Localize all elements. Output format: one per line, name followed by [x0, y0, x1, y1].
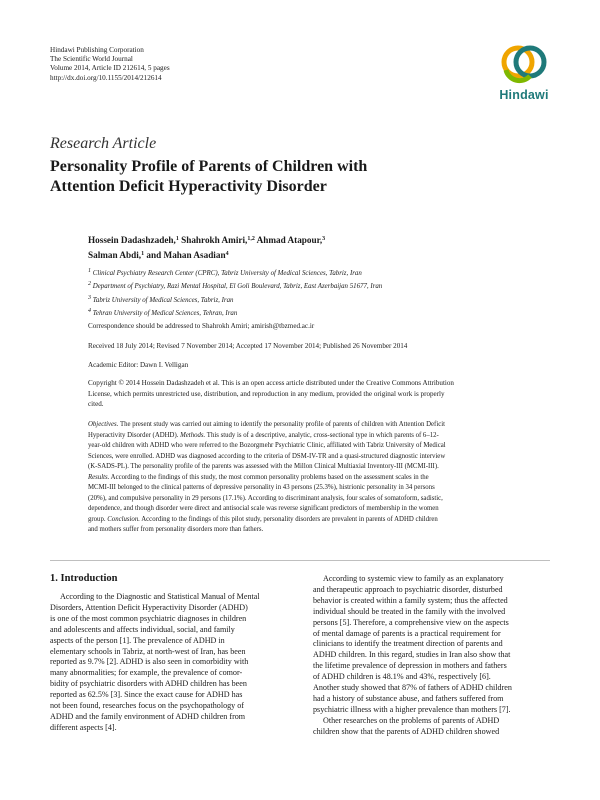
abstract-line: (20%), and compulsive personality in 29 persons (17.1%). According to discriminant analysis, four scales of somatoform, sadistic,: [88, 494, 443, 502]
body-line: the lifetime prevalence of depression in mothers and fathers: [313, 661, 507, 671]
abstract-label: Conclusion.: [107, 515, 140, 523]
author-sup: 4: [225, 251, 229, 257]
abstract-line: Sciences, were enrolled. ADHD was diagnosed according to the criteria of DSM-IV-TR and a quasi-structured diagnostic interview: [88, 452, 446, 460]
body-line: psychiatric illness with a higher prevalence than mothers [7].: [313, 704, 511, 714]
affiliation-item: [88, 306, 382, 319]
affiliation-text: Tehran University of Medical Sciences, Tehran, Iran: [91, 309, 238, 317]
body-line: ADHD and the family environment of ADHD children from: [50, 711, 246, 721]
author-line: [88, 247, 325, 262]
editor-text: Academic Editor: Dawn I. Velligan: [88, 361, 189, 369]
body-line: many abnormalities; for example, the prevalence of comor-: [50, 668, 243, 678]
affiliation-item: [88, 279, 382, 292]
author-sup: 1,2: [247, 236, 255, 242]
abstract-line: [88, 515, 552, 526]
affiliations: [88, 266, 382, 319]
body-line: of mental damage of parents is a practical requirement for: [313, 628, 501, 638]
volume-info: Volume 2014, Article ID 212614, 5 pages: [50, 64, 170, 73]
author-name: and Mahan Asadian: [144, 250, 226, 260]
affiliation-item: [88, 293, 382, 306]
affiliation-number: 4: [88, 307, 91, 314]
abstract-text: This study is of a descriptive, analytic, cross-sectional type in which parents of 6–12-: [205, 431, 439, 439]
body-line: and therapeutic approach to psychiatric disorder, disturbed: [313, 584, 503, 594]
body-line: Another study showed that 87% of fathers of ADHD children: [313, 683, 512, 693]
correspondence: [88, 321, 314, 332]
title-line: Personality Profile of Parents of Children with: [50, 158, 368, 175]
abstract-text: Hyperactivity Disorder (ADHD).: [88, 431, 181, 439]
abstract-text: According to the findings of this pilot study, personality disorders are prevalent in parents of ADHD children: [139, 515, 438, 523]
author-line: [88, 232, 325, 247]
author-name: Ahmad Atapour,: [254, 235, 323, 245]
abstract-line: year-old children with ADHD who were referred to the Bozorgmehr Psychiatric Clinic, affiliated with Tabriz University of Medical: [88, 442, 446, 449]
abstract-label: Results.: [88, 473, 110, 481]
intro-right-column: [313, 574, 553, 738]
affiliation-text: Tabriz University of Medical Sciences, Tabriz, Iran: [91, 296, 234, 304]
abstract: [88, 420, 552, 536]
body-line: bidity of psychiatric disorders with ADHD children has been: [50, 679, 247, 689]
journal-name: The Scientific World Journal: [50, 55, 133, 64]
article-dates: [88, 341, 407, 352]
abstract-text: group.: [88, 515, 108, 523]
abstract-label: Objectives.: [88, 421, 119, 428]
paper-title: [50, 157, 550, 197]
body-line: persons [5]. Therefore, a comprehensive view on the aspects: [313, 617, 509, 627]
abstract-line: and mothers suffer from personality disorders more than fathers.: [88, 526, 264, 533]
author-sup: 1: [141, 251, 145, 257]
body-line: Other researches on the problems of parents of ADHD: [323, 715, 500, 725]
affiliation-number: 1: [88, 268, 91, 274]
body-line: According to systemic view to family as an explanatory: [323, 574, 504, 583]
intro-left-column: [50, 592, 290, 734]
body-line: is one of the most common psychiatric diagnoses in children: [50, 613, 247, 623]
hindawi-logo: [494, 40, 554, 106]
body-line: individual should be treated in the family with the involved: [313, 606, 506, 616]
body-line: different aspects [4].: [50, 722, 117, 732]
doi-link[interactable]: http://dx.doi.org/10.1155/2014/212614: [50, 73, 162, 82]
title-line: Attention Deficit Hyperactivity Disorder: [50, 178, 327, 195]
copyright-line: cited.: [88, 400, 104, 408]
abstract-text: According to the findings of this study, the most common personality problems based on the assessment scales in the: [109, 473, 429, 481]
body-line: children show that the parents of ADHD children showed: [313, 726, 500, 736]
abstract-line: (K-SADS-PL). The personality profile of the parents was assessed with the Millon Clinical Multiaxial Inventory-III (MCMI-III).: [88, 463, 439, 470]
body-line: reported as 9.7% [2]. ADHD is also seen in comorbidity with: [50, 657, 249, 667]
abstract-line: [88, 431, 552, 442]
copyright-line: License, which permits unrestricted use, distribution, and reproduction in any medium, provided the original work is properly: [88, 389, 445, 398]
body-line: not been found, researches focus on the psychopathology of: [50, 701, 244, 711]
body-line: aspects of the person [1]. The prevalence of ADHD in: [50, 635, 225, 645]
abstract-text: The present study was carried out aiming to identify the personality profile of parents of children with Attention Deficit: [118, 421, 445, 428]
correspondence-text: Correspondence should be addressed to Shahrokh Amiri; amirish@tbzmed.ac.ir: [88, 322, 315, 330]
hindawi-rings-logo-icon: [494, 40, 554, 86]
section-heading: 1. Introduction: [50, 573, 118, 584]
logo-text: Hindawi: [499, 88, 549, 102]
affiliation-item: [88, 266, 382, 279]
body-line: Disorders, Attention Deficit Hyperactivity Disorder (ADHD): [50, 602, 248, 612]
body-line: had a history of substance abuse, and fathers suffered from: [313, 693, 504, 703]
affiliation-text: Clinical Psychiatry Research Center (CPRC), Tabriz University of Medical Sciences, Tabriz, Iran: [91, 270, 362, 277]
publication-info: [50, 46, 170, 83]
body-line: reported as 62.5% [3]. Since the exact cause for ADHD has: [50, 690, 243, 700]
copyright-line: Copyright © 2014 Hossein Dadashzadeh et al. This is an open access article distributed under the Creative Commons Attribution: [88, 379, 454, 387]
author-sup: 1: [175, 236, 179, 242]
author-sup: 3: [322, 236, 326, 242]
affiliation-number: 3: [88, 294, 91, 301]
body-line: clinicians to identify the treatment direction of parents and: [313, 639, 503, 649]
academic-editor: [88, 360, 188, 371]
affiliation-number: 2: [88, 281, 91, 288]
abstract-line: [88, 420, 552, 431]
author-list: [88, 232, 325, 262]
copyright-notice: [88, 378, 552, 410]
body-line: behavior is created within a family system; thus the affected: [313, 595, 508, 605]
body-line: and adolescents and affects individual, social, and family: [50, 624, 235, 634]
abstract-line: MCMI-III belonged to the clinical patterns of depressive personality in 43 persons (25.3%), histrionic personality in 34 persons: [88, 484, 435, 491]
author-name: Hossein Dadashzadeh,: [88, 235, 176, 245]
body-line: According to the Diagnostic and Statistical Manual of Mental: [60, 592, 260, 601]
body-line: ADHD children. In this regard, studies in Iran also show that: [313, 650, 511, 660]
body-line: elementary schools in Tabriz, at north-west of Iran, has been: [50, 646, 246, 656]
author-name: Shahrokh Amiri,: [178, 235, 248, 245]
body-line: of ADHD children is 48.1% and 43%, respectively [6].: [313, 672, 491, 682]
article-type: Research Article: [50, 135, 157, 152]
abstract-line: [88, 473, 552, 484]
author-name: Salman Abdi,: [88, 250, 142, 260]
publisher-name: Hindawi Publishing Corporation: [50, 46, 144, 54]
dates-text: Received 18 July 2014; Revised 7 November 2014; Accepted 17 November 2014; Published 26 November 2014: [88, 342, 408, 350]
affiliation-text: Department of Psychiatry, Razi Mental Hospital, El Goli Boulevard, Tabriz, East Azerbaijan 51677, Iran: [91, 283, 383, 291]
abstract-label: Methods.: [180, 431, 206, 439]
section-divider: [50, 560, 550, 561]
abstract-line: dependence, and though disorder were direct and antisocial scale was reverse significant predictors of membership in the women: [88, 505, 439, 512]
